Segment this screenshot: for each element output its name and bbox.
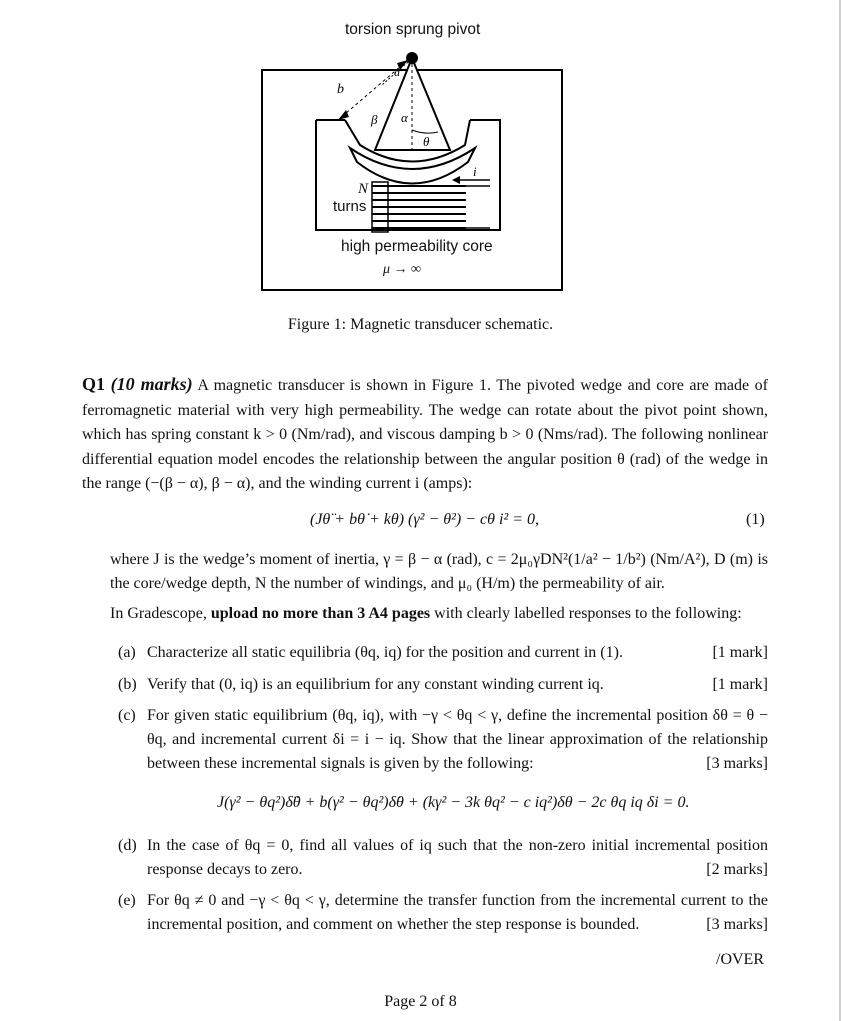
figure-1	[0, 0, 841, 300]
page-number: Page 2 of 8	[384, 993, 457, 1010]
upload-prefix: In Gradescope,	[110, 605, 211, 622]
part-marks: [3 marks]	[706, 916, 768, 933]
part-text: For given static equilibrium (θq, iq), with −γ < θq < γ, define the incremental position δθ = θ − θq, and incremental current δi = i − iq. Show that the linear approximation of the relationship between these incremental signals is given by the following:	[147, 707, 768, 772]
figure-caption: Figure 1: Magnetic transducer schematic.	[287, 316, 554, 333]
part-marks: [1 mark]	[712, 676, 768, 693]
equation-2: J(γ² − θq²)δ̈θ + b(γ² − θq²)δ̇θ + (kγ² − 3k θq² − c iq²)δθ − 2c θq iq δi = 0.	[217, 794, 690, 811]
part-label: (b)	[118, 676, 137, 693]
definitions-paragraph: where J is the wedge’s moment of inertia, γ = β − α (rad), c = 2μ₀γDN²(1/a² − 1/b²) (Nm/A²), D (m) is the core/wedge depth, N the number of windings, and μ₀ (H/m) the permeability of air.	[110, 551, 768, 592]
part-e	[118, 889, 768, 937]
question-1-intro	[82, 372, 768, 497]
part-text: Characterize all static equilibria (θq, iq) for the position and current in (1).	[147, 644, 623, 661]
part-text: Verify that (0, iq) is an equilibrium for any constant winding current iq.	[147, 676, 604, 693]
part-label: (a)	[118, 644, 136, 661]
question-intro-text: A magnetic transducer is shown in Figure 1. The pivoted wedge and core are made of ferromagnetic material with very high permeability. The wedge can rotate about the pivot point shown, which has spring constant k > 0 (Nm/rad), and viscous damping b > 0 (Nms/rad). The following nonlinear differential equation model encodes the relationship between the angular position θ (rad) of the wedge in the range (−(β − α), β − α), and the winding current i (amps):	[82, 377, 769, 492]
part-marks: [1 mark]	[712, 644, 768, 661]
question-marks: (10 marks)	[110, 374, 193, 394]
question-number: Q1	[82, 374, 106, 394]
part-label: (c)	[118, 707, 136, 724]
label-alpha: α	[401, 110, 408, 125]
label-core: high permeability core	[341, 238, 493, 255]
upload-suffix: with clearly labelled responses to the following:	[430, 605, 742, 622]
part-b	[118, 673, 768, 697]
label-b: b	[337, 82, 344, 97]
part-marks: [3 marks]	[706, 755, 768, 772]
equation-1: (Jθ̈ + bθ̇ + kθ) (γ² − θ²) − cθ i² = 0,	[310, 511, 540, 528]
part-text: For θq ≠ 0 and −γ < θq < γ, determine the transfer function from the incremental current to the incremental position, and comment on whether the step response is bounded.	[147, 892, 768, 933]
part-marks: [2 marks]	[706, 861, 768, 878]
part-label: (e)	[118, 892, 136, 909]
part-d	[118, 834, 768, 882]
label-mu: μ → ∞	[383, 262, 422, 277]
label-theta: θ	[423, 134, 430, 149]
label-turns: turns	[333, 198, 367, 215]
part-text: In the case of θq = 0, find all values of iq such that the non-zero initial incremental position response decays to zero.	[147, 837, 768, 878]
figure-title: torsion sprung pivot	[345, 21, 481, 38]
over-marker: /OVER	[716, 951, 764, 968]
label-beta: β	[371, 112, 378, 127]
coil-windings	[372, 186, 466, 228]
upload-limit: upload no more than 3 A4 pages	[210, 605, 431, 622]
label-n: N	[358, 181, 369, 197]
part-a	[118, 641, 768, 665]
label-i: i	[473, 164, 477, 179]
upload-instructions	[110, 602, 768, 626]
equation-1-number: (1)	[746, 511, 765, 528]
part-c	[118, 704, 768, 776]
part-label: (d)	[118, 837, 137, 854]
label-a: a	[394, 65, 400, 79]
